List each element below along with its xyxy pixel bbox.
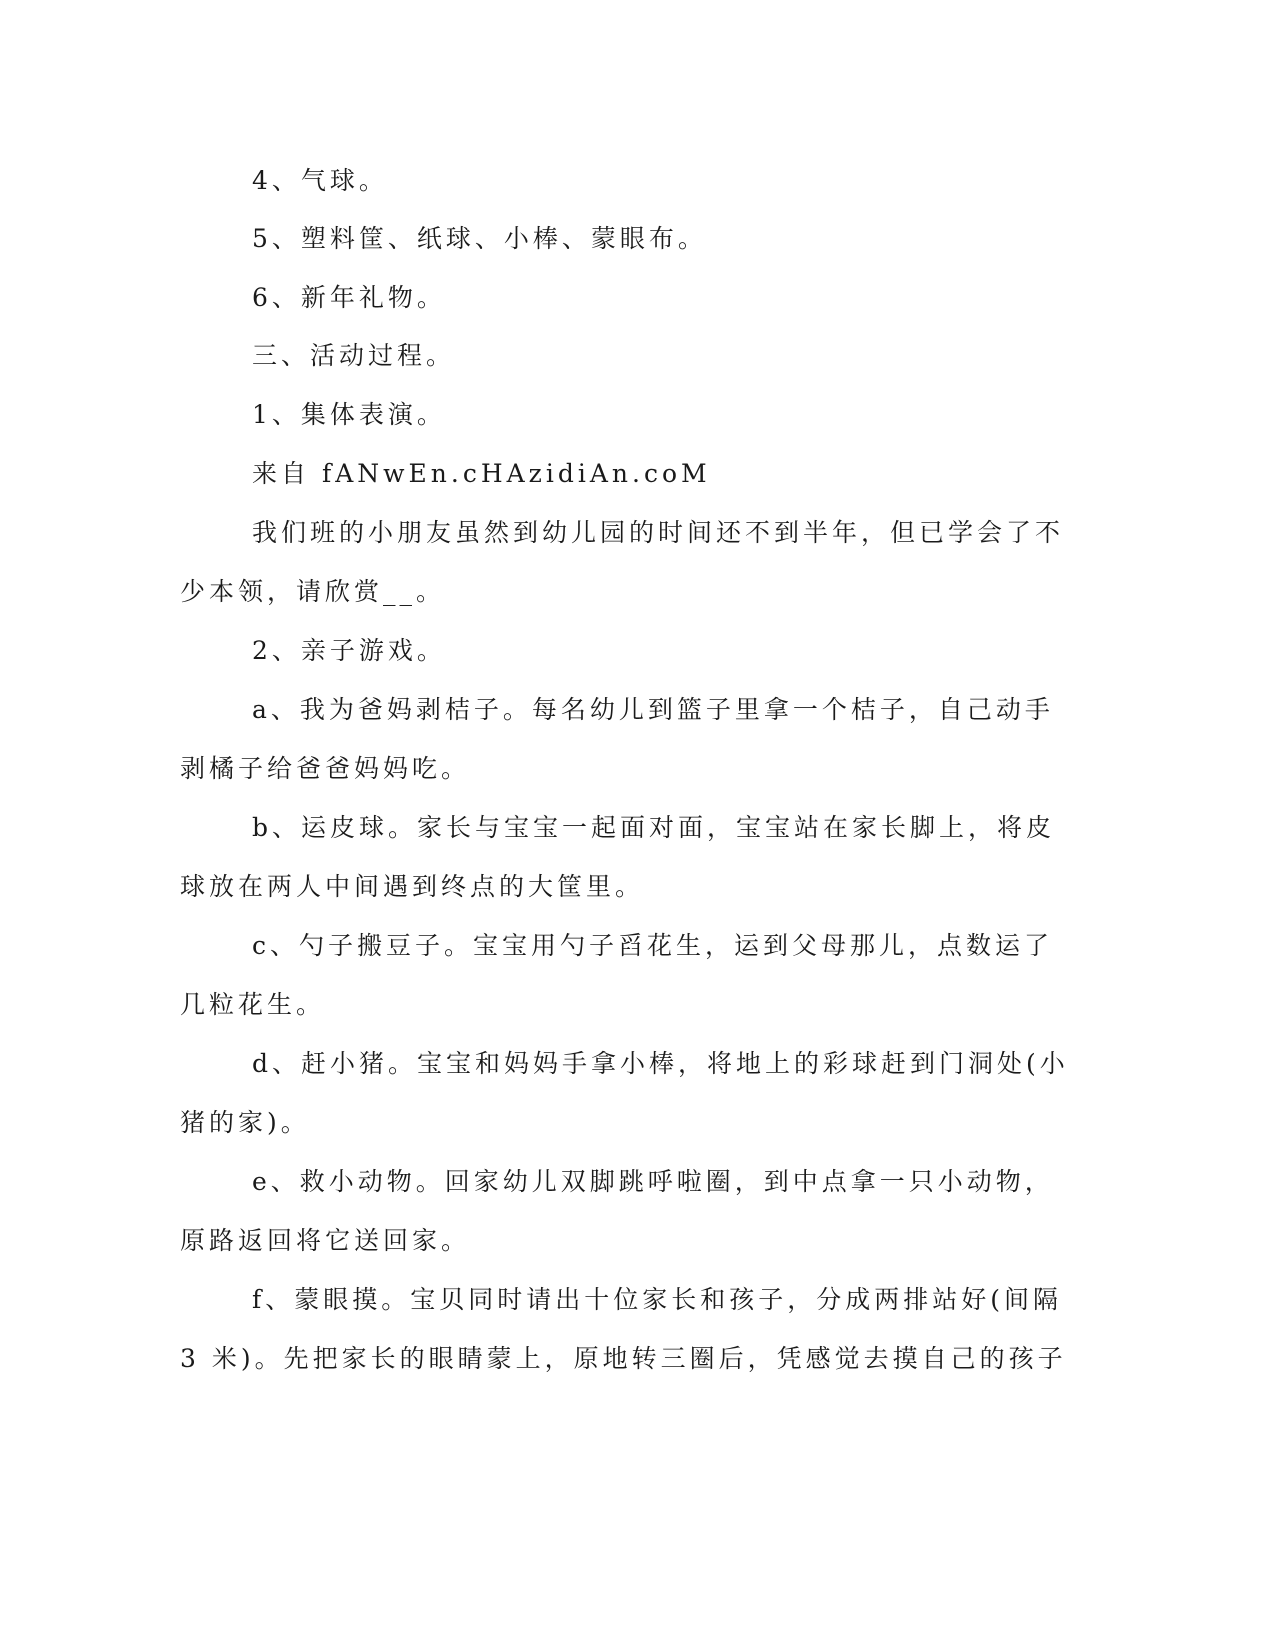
paragraph-line: 少本领，请欣赏__。 <box>180 577 446 606</box>
paragraph-line: 猪的家)。 <box>180 1108 310 1137</box>
list-item-gifts: 6、新年礼物。 <box>252 283 446 312</box>
paragraph-line: c、勺子搬豆子。宝宝用勺子舀花生，运到父母那儿，点数运了 <box>252 931 1054 960</box>
subheading-parent-child-games: 2、亲子游戏。 <box>252 636 446 665</box>
paragraph-line: f、蒙眼摸。宝贝同时请出十位家长和孩子，分成两排站好(间隔 <box>252 1285 1063 1314</box>
section-heading-activity-process: 三、活动过程。 <box>252 341 456 370</box>
paragraph-line: a、我为爸妈剥桔子。每名幼儿到篮子里拿一个桔子，自己动手 <box>252 695 1054 724</box>
paragraph-line: e、救小动物。回家幼儿双脚跳呼啦圈，到中点拿一只小动物， <box>252 1167 1054 1196</box>
paragraph-line: 球放在两人中间遇到终点的大筐里。 <box>180 872 645 901</box>
list-item-materials: 5、塑料筐、纸球、小棒、蒙眼布。 <box>252 224 707 253</box>
list-item-balloon: 4、气球。 <box>252 166 388 195</box>
paragraph-line: 3 米)。先把家长的眼睛蒙上，原地转三圈后，凭感觉去摸自己的孩子 <box>180 1344 1067 1373</box>
paragraph-line: 原路返回将它送回家。 <box>180 1226 471 1255</box>
paragraph-line: b、运皮球。家长与宝宝一起面对面，宝宝站在家长脚上，将皮 <box>252 813 1056 842</box>
paragraph-line: 剥橘子给爸爸妈妈吃。 <box>180 754 471 783</box>
source-watermark-line: 来自 fANwEn.cHAzidiAn.coM <box>252 459 711 488</box>
subheading-group-performance: 1、集体表演。 <box>252 400 446 429</box>
paragraph-line: 我们班的小朋友虽然到幼儿园的时间还不到半年，但已学会了不 <box>252 518 1065 547</box>
paragraph-line: d、赶小猪。宝宝和妈妈手拿小棒，将地上的彩球赶到门洞处(小 <box>252 1049 1069 1078</box>
paragraph-line: 几粒花生。 <box>180 990 326 1019</box>
